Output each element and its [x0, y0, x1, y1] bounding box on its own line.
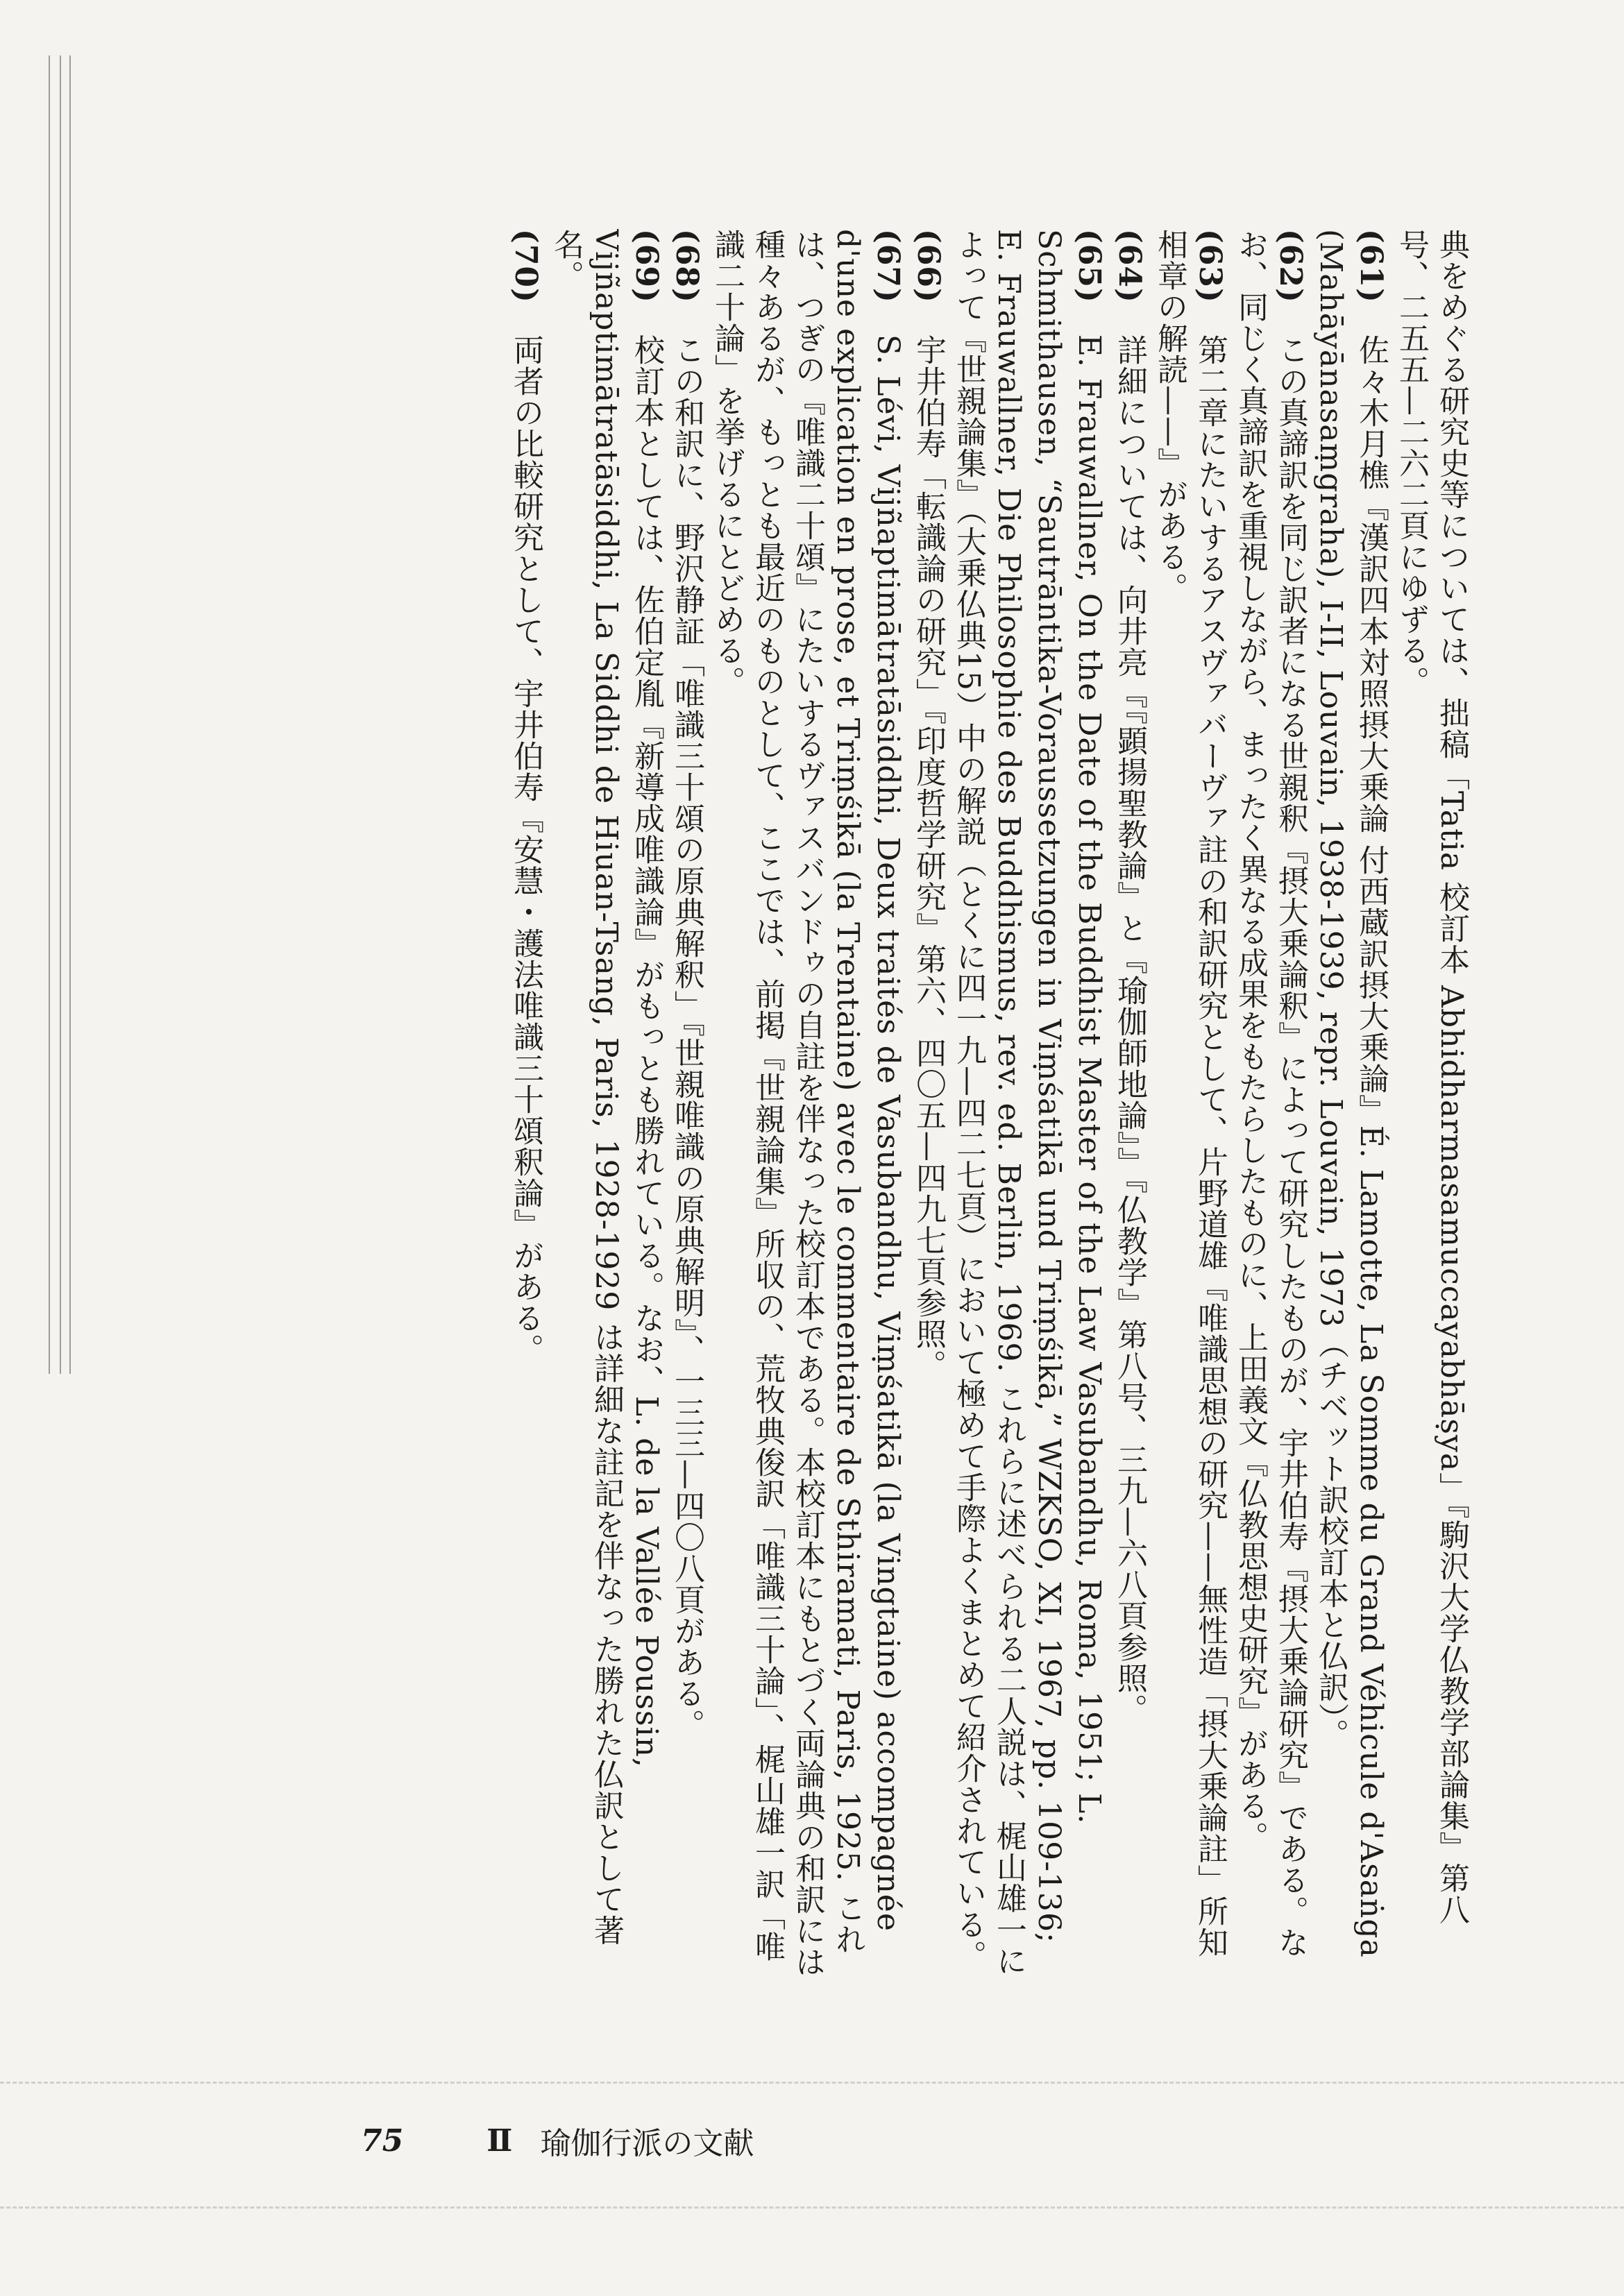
page-footer — [361, 2109, 1194, 2172]
footnote-61: (61) 佐々木月樵『漢訳四本対照摂大乗論 付西蔵訳摂大乗論』É. Lamotte, La Somme du Grand Véhicule d'Asaṅga (Mahāyānasaṃgraha), I-II, Louvain, 1938-1939, repr. Louvain, 1973（チベット訳校訂本と仏訳）。 — [1313, 229, 1389, 1958]
scan-edge-line — [69, 56, 71, 1374]
footnote-68: (68) この和訳に、野沢静証「唯識三十頌の原典解釈」『世親唯識の原典解明』、一三三—四〇八頁がある。 — [669, 229, 704, 1740]
footnotes-block — [298, 229, 1471, 1978]
footnote-67: (67) S. Lévi, Vijñaptimātratāsiddhi, Deux traités de Vasubandhu, Viṃśatikā (la Vingtaine) accompagnée d'une explication en prose, et Triṃśikā (la Trentaine) avec le commentaire de Sthiramati, Paris, 1925. これは、つぎの『唯識二十頌』にたいするヴァスバンドゥの自註を伴なった校訂本である。本校訂本にもとづく両論典の和訳には種々あるが、もっとも最近のものとして、ここでは、前掲『世親論集』所収の、荒牧典俊訳「唯識三十論」、梶山雄一訳「唯識二十論」を挙げるにとどめる。 — [709, 229, 906, 1978]
footnote-63: (63) 第二章にたいするアスヴァバーヴァ註の和訳研究として、片野道雄『唯識思想の研究——無性造「摂大乗論註」所知相章の解読——』がある。 — [1152, 229, 1228, 1958]
page-number: 75 — [361, 2123, 404, 2159]
footnote-64: (64) 詳細については、向井亮『『顕揚聖教論』と『瑜伽師地論』』『仏教学』第八号、三九—六八頁参照。 — [1112, 229, 1147, 1725]
footnote-65: (65) E. Frauwallner, On the Date of the Buddhist Master of the Law Vasubandhu, Roma, 1951; L. Schmithausen, “Sautrāntika-Voraussetzungen in Viṃśatikā und Triṃśikā,” WZKSO, XI, 1967, pp. 109-136; E. Frauwallner, Die Philosophie des Buddhismus, rev. ed. Berlin, 1969. これらに述べられる二人説は、梶山雄一によって『世親論集』（大乗仏典15）中の解説（とくに四一九—四二七頁）において極めて手際よくまとめて紹介されている。 — [951, 229, 1107, 1977]
chapter-title: 瑜伽行派の文献 — [540, 2126, 754, 2161]
footnote-69: (69) 校訂本としては、佐伯定胤『新導成唯識論』がもっとも勝れている。なお、L. de la Vallée Poussin, Vijñaptimātratāsiddhi, La Siddhi de Hiuan-Tsang, Paris, 1928-1929 は詳細な註記を伴なった勝れた仏訳として著名。 — [548, 229, 664, 1946]
scan-dash-line — [0, 2206, 1624, 2209]
footnote-66: (66) 宇井伯寿「転識論の研究」『印度哲学研究』第六、四〇五—四九七頁参照。 — [911, 229, 946, 1381]
footnote-continuation: 典をめぐる研究史等については、拙稿「Tatia 校訂本 Abhidharmasamuccayabhāṣya」『駒沢大学仏教学部論集』第八号、二五五—二六二頁にゆずる。 — [1394, 229, 1469, 1925]
footnote-62: (62) この真諦訳を同じ訳者になる世親釈『摂大乗論釈』によって研究したものが、宇井伯寿『摂大乗論研究』である。なお、同じく真諦訳を重視しながら、まったく異なる成果をもたらしたものに、上田義文『仏教思想史研究』がある。 — [1233, 229, 1308, 1958]
scan-edge-line — [49, 56, 50, 1374]
footnote-70: (70) 両者の比較研究として、宇井伯寿『安慧・護法唯識三十頌釈論』がある。 — [508, 229, 543, 1365]
part-numeral: Ⅱ — [487, 2123, 513, 2159]
scan-edge-line — [60, 56, 61, 1374]
scan-dash-line — [0, 2082, 1624, 2084]
